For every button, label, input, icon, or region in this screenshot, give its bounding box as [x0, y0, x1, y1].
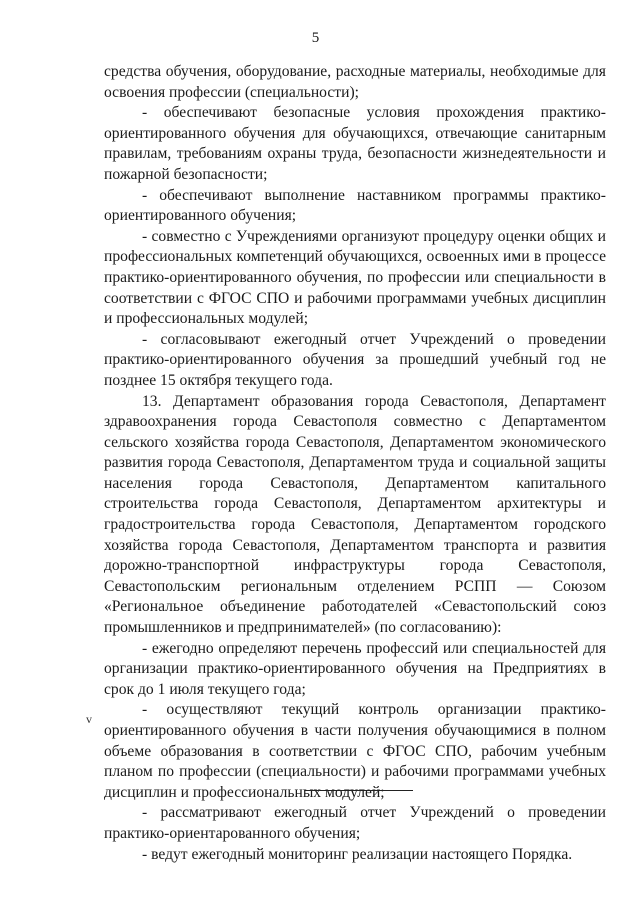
page-number: 5: [311, 30, 320, 46]
list-item-report-approval: - согласовывают ежегодный отчет Учреждений о проведении практико-ориентированного обучения за прошедший учебный год не позднее 15 октября текущего года.: [104, 330, 606, 389]
margin-mark: v: [86, 712, 92, 726]
document-body: [104, 62, 606, 865]
list-item-mentor: - обеспечивают выполнение наставником программы практико-ориентированного обучения;: [104, 186, 606, 225]
list-item-assessment: - совместно с Учреждениями организуют процедуру оценки общих и профессиональных компетенций обучающихся, освоенных ими в процессе практико-ориентированного обучения, по профессии или специальности в соответствии с ФГОС СПО и рабочими программами учебных дисциплин и профессиональных модулей;: [104, 227, 606, 328]
list-item-control: - осуществляют текущий контроль организации практико-ориентированного обучения в части получения обучающимися в полном объеме образования в соответствии с ФГОС СПО, рабочим учебным планом по профессии (специальности) и рабочими программами учебных дисциплин и профессиональных модулей;: [104, 701, 606, 801]
list-item-monitoring: - ведут ежегодный мониторинг реализации настоящего Порядка.: [142, 845, 573, 863]
list-item-report-review: - рассматривают ежегодный отчет Учреждений о проведении практико-ориентарованного обучения;: [104, 804, 606, 842]
end-divider-line: [305, 790, 413, 791]
clause-13: 13. Департамент образования города Севастополя, Департамент здравоохранения города Севастополя совместно с Департаментом сельского хозяйства города Севастополя, Департаментом экономического развития города Севастополя, Департаментом труда и социальной защиты населения города Севастополя, Департаментом капитального строительства города Севастополя, Департаментом архитектуры и градостроительства города Севастополя, Департаментом городского хозяйства города Севастополя, Департаментом транспорта и развития дорожно-транспортной инфраструктуры города Севастополя, Севастопольским региональным отделением РСПП — Союзом «Региональное объединение работодателей «Севастопольский союз промышленников и предпринимателей» (по согласованию):: [104, 392, 606, 637]
list-item-safety: - обеспечивают безопасные условия прохождения практико-ориентированного обучения для обучающихся, отвечающие санитарным правилам, требованиям охраны труда, безопасности жизнедеятельности и пожарной безопасности;: [104, 104, 606, 183]
paragraph-continuation: средства обучения, оборудование, расходные материалы, необходимые для освоения профессии (специальности);: [104, 63, 606, 101]
list-item-professions: - ежегодно определяют перечень профессий или специальностей для организации практико-ориентированного обучения на Предприятиях в срок до 1 июля текущего года;: [104, 639, 606, 698]
